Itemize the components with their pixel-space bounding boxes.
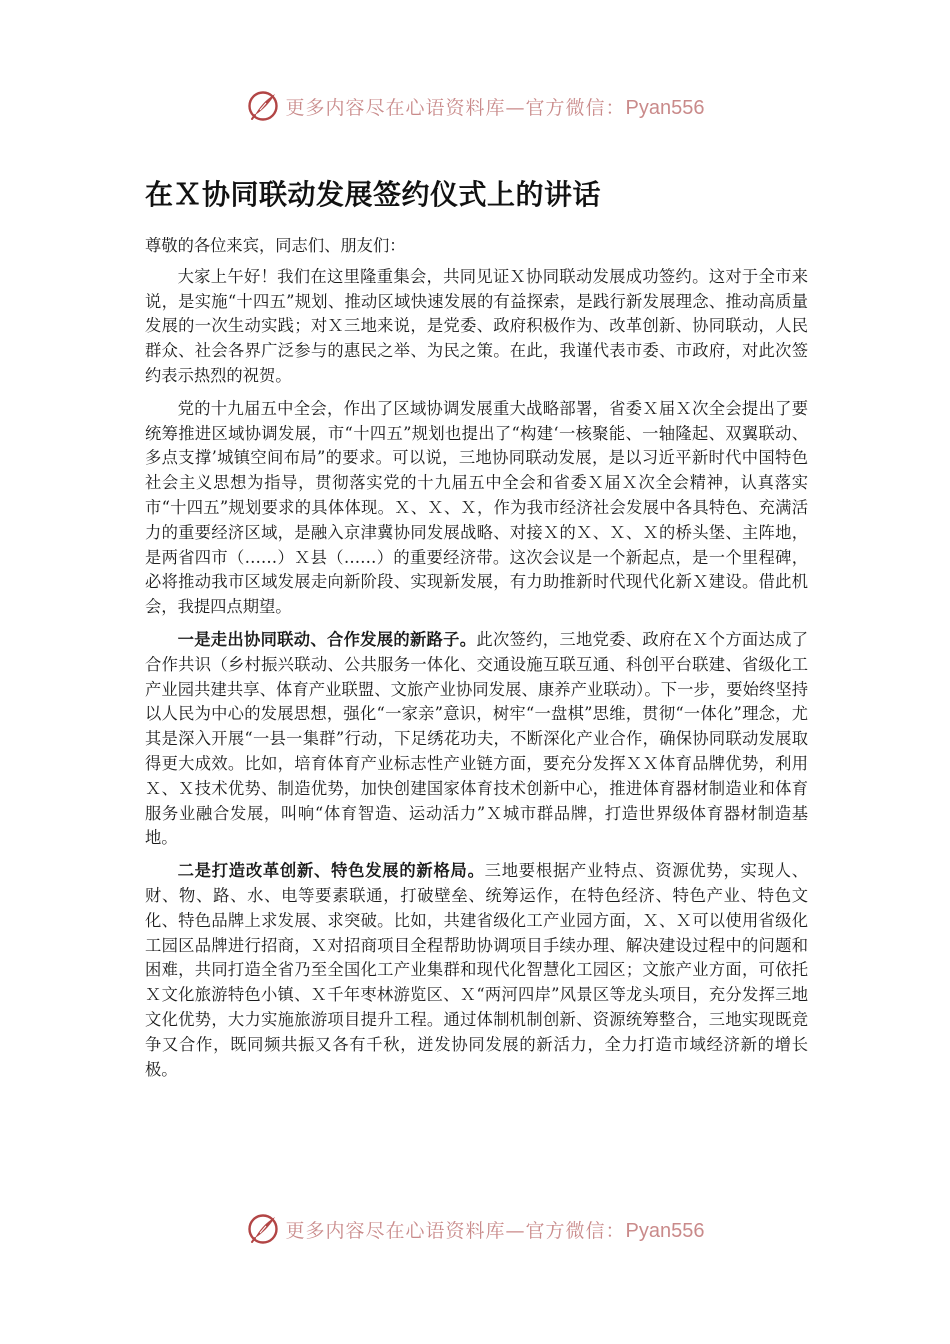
paragraph-1-text: 大家上午好！我们在这里隆重集会，共同见证Ｘ协同联动发展成功签约。这对于全市来说，是实施“十四五”规划、推动区域快速发展的有益探索，是践行新发展理念、推动高质量发展的一次生动实践；对Ｘ三地来说，是党委、政府积极作为、改革创新、协同联动，人民群众、社会各界广泛参与的惠民之举、为民之策。在此，我谨代表市委、市政府，对此次签约表示热烈的祝贺。: [145, 266, 808, 385]
quill-pen-icon: [246, 1212, 280, 1246]
paragraph-4-text: 三地要根据产业特点、资源优势，实现人、财、物、路、水、电等要素联通，打破壁垒、统筹运作，在特色经济、特色产业、特色文化、特色品牌上求发展、求突破。比如，共建省级化工产业园方面，Ｘ、Ｘ可以使用省级化工园区品牌进行招商，Ｘ对招商项目全程帮助协调项目手续办理、解决建设过程中的问题和困难，共同打造全省乃至全国化工产业集群和现代化智慧化工园区；文旅产业方面，可依托Ｘ文化旅游特色小镇、Ｘ千年枣林游览区、Ｘ“两河四岸”风景区等龙头项目，充分发挥三地文化优势，大力实施旅游项目提升工程。通过体制机制创新、资源统筹整合，三地实现既竞争又合作，既同频共振又各有千秋，迸发协同发展的新活力，全力打造市域经济新的增长极。: [145, 861, 808, 1079]
page-title: 在Ｘ协同联动发展签约仪式上的讲话: [145, 178, 602, 211]
paragraph-2: [145, 397, 808, 620]
watermark-text: 更多内容尽在心语资料库—官方微信：Pyan556: [285, 1219, 705, 1242]
paragraph-4-lead: 二是打造改革创新、特色发展的新格局。: [177, 861, 485, 881]
paragraph-1: [145, 265, 808, 389]
watermark-wechat-id: Pyan556: [625, 1219, 705, 1242]
paragraph-2-text: 党的十九届五中全会，作出了区域协调发展重大战略部署，省委Ｘ届Ｘ次全会提出了要统筹推进区域协调发展，市“十四五”规划也提出了“构建‘一核聚能、一轴隆起、双翼联动、多点支撑’城镇空间布局”的要求。可以说，三地协同联动发展，是以习近平新时代中国特色社会主义思想为指导，贯彻落实党的十九届五中全会和省委Ｘ届Ｘ次全会精神，认真落实市“十四五”规划要求的具体体现。Ｘ、Ｘ、Ｘ，作为我市经济社会发展中各具特色、充满活力的重要经济区域，是融入京津冀协同发展战略、对接Ｘ的Ｘ、Ｘ、Ｘ的桥头堡、主阵地，是两省四市（……）Ｘ县（……）的重要经济带。这次会议是一个新起点，是一个里程碑，必将推动我市区域发展走向新阶段、实现新发展，有力助推新时代现代化新Ｘ建设。借此机会，我提四点期望。: [145, 398, 808, 617]
paragraph-4: [145, 859, 808, 1082]
salutation: 尊敬的各位来宾，同志们、朋友们：: [145, 236, 406, 255]
watermark-wechat-id: Pyan556: [625, 96, 705, 119]
footer-watermark: [0, 1209, 950, 1249]
watermark-text: 更多内容尽在心语资料库—官方微信：Pyan556: [285, 96, 705, 119]
paragraph-3: [145, 628, 808, 851]
document-body: [145, 170, 808, 1082]
quill-pen-icon: [246, 89, 280, 123]
header-watermark: [0, 86, 950, 126]
paragraph-3-text: 此次签约，三地党委、政府在Ｘ个方面达成了合作共识（乡村振兴联动、公共服务一体化、交通设施互联互通、科创平台联建、省级化工产业园共建共享、体育产业联盟、文旅产业协同发展、康养产业联动）。下一步，要始终坚持以人民为中心的发展思想，强化“一家亲”意识，树牢“一盘棋”思维，贯彻“一体化”理念，尤其是深入开展“一县一集群”行动，下足绣花功夫，不断深化产业合作，确保协同联动发展取得更大成效。比如，培育体育产业标志性产业链方面，要充分发挥ＸＸ体育品牌优势，利用Ｘ、Ｘ技术优势、制造优势，加快创建国家体育技术创新中心，推进体育器材制造业和体育服务业融合发展，叫响“体育智造、运动活力”Ｘ城市群品牌，打造世界级体育器材制造基地。: [145, 629, 808, 848]
paragraph-3-lead: 一是走出协同联动、合作发展的新路子。: [177, 629, 477, 649]
